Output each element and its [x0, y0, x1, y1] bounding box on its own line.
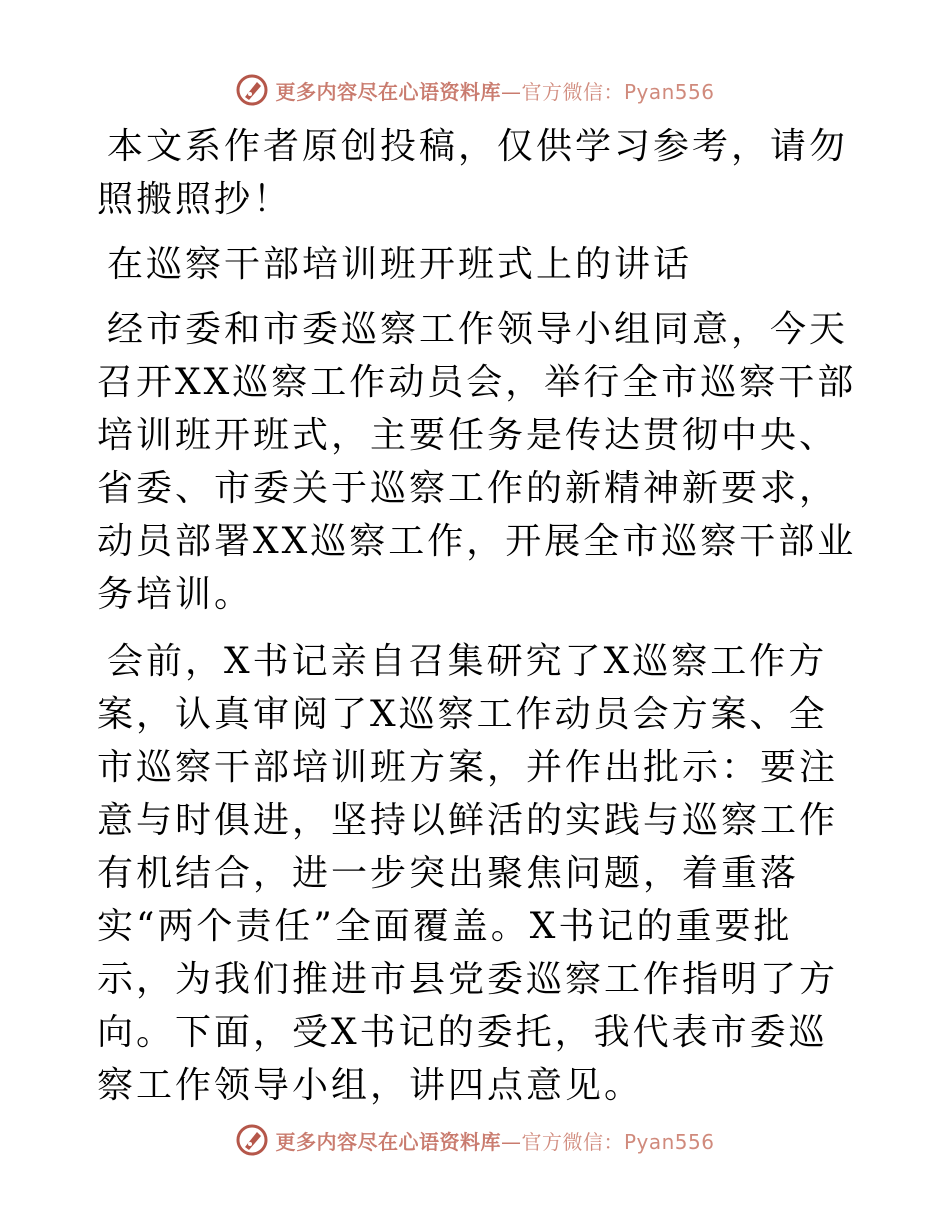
- brand-main-text: 更多内容尽在心语资料库: [275, 1129, 501, 1154]
- brand-wechat-text: 官方微信：Pyan556: [521, 79, 715, 104]
- pen-nib-circle-icon: [235, 73, 269, 107]
- brand-separator: —: [500, 79, 522, 104]
- speech-title: 在巡察干部培训班开班式上的讲话: [107, 244, 693, 285]
- footer-brand-bar: [0, 1120, 950, 1160]
- brand-text: [275, 1126, 714, 1155]
- brand-text: [275, 76, 714, 105]
- disclaimer-paragraph: 本文系作者原创投稿，仅供学习参考，请勿照搬照抄！: [97, 126, 849, 220]
- document-body: [97, 120, 857, 1112]
- brand-wechat-text: 官方微信：Pyan556: [521, 1129, 715, 1154]
- brand-separator: —: [500, 1129, 522, 1154]
- body-paragraph-1: 经市委和市委巡察工作领导小组同意，今天召开XX巡察工作动员会，举行全市巡察干部培训班开班式，主要任务是传达贯彻中央、省委、市委关于巡察工作的新精神新要求，动员部署XX巡察工作，开展全市巡察干部业务培训。: [97, 309, 857, 615]
- brand-main-text: 更多内容尽在心语资料库: [275, 79, 501, 104]
- body-paragraph-2: 会前，X书记亲自召集研究了X巡察工作方案，认真审阅了X巡察工作动员会方案、全市巡察干部培训班方案，并作出批示：要注意与时俱进，坚持以鲜活的实践与巡察工作有机结合，进一步突出聚焦问题，着重落实“两个责任”全面覆盖。X书记的重要批示，为我们推进市县党委巡察工作指明了方向。下面，受X书记的委托，我代表市委巡察工作领导小组，讲四点意见。: [97, 641, 839, 1106]
- header-brand-bar: [0, 70, 950, 110]
- pen-nib-circle-icon: [235, 1123, 269, 1157]
